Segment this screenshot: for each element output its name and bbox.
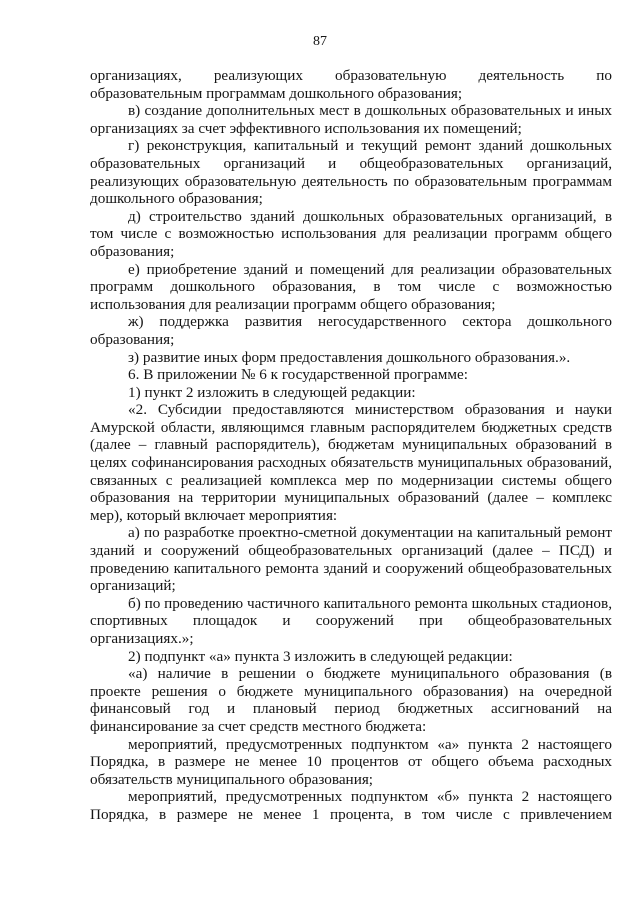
paragraph-measures-a: мероприятий, предусмотренных подпунктом «а» пункта 2 настоящего Порядка, в размере не менее 10 процентов от общего объема расходных обязательств муниципального образования; (90, 735, 612, 788)
document-body (90, 67, 612, 824)
paragraph-item-e: е) приобретение зданий и помещений для реализации образовательных программ дошкольного образования, в том числе с возможностью использования для реализации программ общего образования; (90, 260, 612, 313)
paragraph-item-zh: ж) поддержка развития негосударственного сектора дошкольного образования; (90, 313, 612, 348)
paragraph-point-3-a: «а) наличие в решении о бюджете муниципального образования (в проекте решения о бюджете муниципального образования) на очередной финансовый год и плановый период бюджетных ассигнований на финансирование за счет средств местного бюджета: (90, 665, 612, 735)
paragraph-item-v: в) создание дополнительных мест в дошкольных образовательных и иных организациях за счет эффективного использования их помещений; (90, 102, 612, 137)
paragraph-measures-b: мероприятий, предусмотренных подпунктом «б» пункта 2 настоящего Порядка, в размере не менее 1 процента, в том числе с привлечением (90, 788, 612, 823)
paragraph-subitem-1: 1) пункт 2 изложить в следующей редакции: (128, 383, 416, 401)
paragraph-subitem-2: 2) подпункт «а» пункта 3 изложить в следующей редакции: (128, 647, 513, 665)
paragraph-point-2: «2. Субсидии предоставляются министерством образования и науки Амурской области, являющимся главным распорядителем бюджетных средств (далее – главный распорядитель), бюджетам муниципальных образований в целях софинансирования расходных обязательств муниципальных образований, связанных с реализацией комплекса мер по модернизации системы общего образования на территории муниципальных образований (далее – комплекс мер), который включает мероприятия: (90, 401, 612, 524)
paragraph-section-6: 6. В приложении № 6 к государственной программе: (128, 366, 468, 384)
paragraph-point-2-a: а) по разработке проектно-сметной документации на капитальный ремонт зданий и сооружений общеобразовательных организаций (далее – ПСД) и проведению капитального ремонта зданий и сооружений общеобразовательных организаций; (90, 524, 612, 595)
paragraph-point-2-b: б) по проведению частичного капитального ремонта школьных стадионов, спортивных площадок и сооружений при общеобразовательных организациях.»; (90, 594, 612, 647)
page-number: 87 (313, 34, 327, 49)
paragraph-item-d: д) строительство зданий дошкольных образовательных организаций, в том числе с возможностью использования для реализации программ общего образования; (90, 207, 612, 260)
paragraph-continuation: организациях, реализующих образовательную деятельность по образовательным программам дошкольного образования; (90, 67, 612, 102)
paragraph-item-z: з) развитие иных форм предоставления дошкольного образования.». (128, 348, 571, 366)
paragraph-item-g: г) реконструкция, капитальный и текущий ремонт зданий дошкольных образовательных организаций и общеобразовательных организаций, реализующих образовательную деятельность по образовательным программам дошкольного образования; (90, 137, 612, 208)
